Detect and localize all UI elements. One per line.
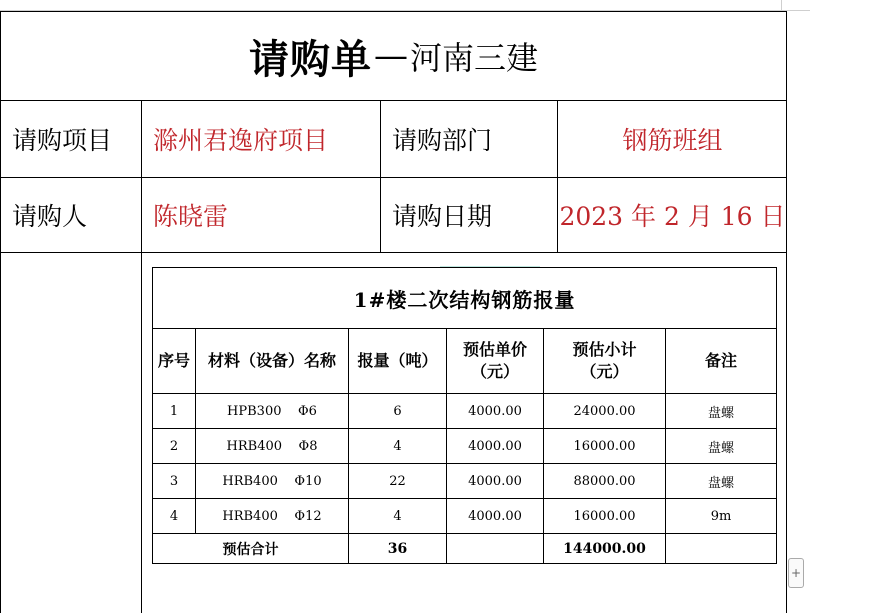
row-quantity: 22 bbox=[349, 464, 447, 499]
row-unit-price: 4000.00 bbox=[447, 499, 544, 534]
row-note: 盘螺 bbox=[666, 429, 777, 464]
date-label: 请购日期 bbox=[381, 177, 558, 252]
header-index: 序号 bbox=[153, 329, 196, 394]
total-unit-price-empty bbox=[447, 534, 544, 564]
title-dash: — bbox=[373, 36, 408, 76]
header-subtotal-line1: 预估小计 bbox=[572, 340, 637, 359]
row-quantity: 4 bbox=[349, 429, 447, 464]
form-title-row bbox=[0, 11, 787, 101]
header-subtotal-line2: （元） bbox=[580, 362, 629, 381]
header-material: 材料（设备）名称 bbox=[196, 329, 349, 394]
page-guide-mark bbox=[781, 0, 782, 10]
total-label: 预估合计 bbox=[153, 534, 349, 564]
row-subtotal: 24000.00 bbox=[544, 394, 666, 429]
quote-table-header bbox=[153, 329, 777, 394]
department-label: 请购部门 bbox=[381, 100, 558, 177]
row-note: 9m bbox=[666, 499, 777, 534]
material-grade: HRB400 bbox=[222, 508, 278, 524]
row-index: 2 bbox=[153, 429, 196, 464]
header-quantity: 报量（吨） bbox=[349, 329, 447, 394]
department-value[interactable]: 钢筋班组 bbox=[622, 125, 723, 155]
material-spec: Φ8 bbox=[298, 438, 318, 454]
header-unit-price-line1: 预估单价 bbox=[462, 340, 527, 359]
form-title: 请购单 bbox=[248, 35, 372, 83]
total-row bbox=[153, 534, 777, 564]
material-spec: Φ12 bbox=[294, 508, 322, 524]
row-quantity: 4 bbox=[349, 499, 447, 534]
requester-value[interactable]: 陈晓雷 bbox=[142, 177, 381, 252]
material-spec: Φ10 bbox=[294, 473, 322, 489]
table-row bbox=[153, 394, 777, 429]
row-subtotal: 88000.00 bbox=[544, 464, 666, 499]
lower-column-divider bbox=[141, 252, 142, 613]
header-note: 备注 bbox=[666, 329, 777, 394]
header-subtotal bbox=[544, 329, 666, 394]
total-subtotal: 144000.00 bbox=[544, 534, 666, 564]
row-material bbox=[196, 429, 349, 464]
material-spec: Φ6 bbox=[298, 403, 317, 419]
quote-table-caption: 1#楼二次结构钢筋报量 bbox=[153, 268, 777, 329]
row-index: 1 bbox=[153, 394, 196, 429]
total-quantity: 36 bbox=[349, 534, 447, 564]
row-subtotal: 16000.00 bbox=[544, 499, 666, 534]
requester-label: 请购人 bbox=[0, 177, 142, 252]
row-unit-price: 4000.00 bbox=[447, 429, 544, 464]
table-row bbox=[153, 499, 777, 534]
company-name: 河南三建 bbox=[409, 39, 538, 77]
row-index: 3 bbox=[153, 464, 196, 499]
row-unit-price: 4000.00 bbox=[447, 464, 544, 499]
expand-button[interactable]: + bbox=[788, 558, 804, 588]
total-note-empty bbox=[666, 534, 777, 564]
header-unit-price-line2: （元） bbox=[470, 362, 519, 381]
row-index: 4 bbox=[153, 499, 196, 534]
form-row-requester bbox=[0, 177, 787, 253]
header-unit-price bbox=[447, 329, 544, 394]
row-material bbox=[196, 394, 349, 429]
row-note: 盘螺 bbox=[666, 464, 777, 499]
material-grade: HRB400 bbox=[222, 473, 278, 489]
row-subtotal: 16000.00 bbox=[544, 429, 666, 464]
row-material bbox=[196, 464, 349, 499]
quote-table[interactable] bbox=[152, 267, 777, 564]
project-value[interactable]: 滁州君逸府项目 bbox=[142, 100, 381, 177]
form-row-project bbox=[0, 100, 787, 178]
row-quantity: 6 bbox=[349, 394, 447, 429]
material-grade: HPB300 bbox=[227, 403, 282, 419]
row-material bbox=[196, 499, 349, 534]
row-note: 盘螺 bbox=[666, 394, 777, 429]
row-unit-price: 4000.00 bbox=[447, 394, 544, 429]
table-row bbox=[153, 464, 777, 499]
table-row bbox=[153, 429, 777, 464]
material-grade: HRB400 bbox=[226, 438, 283, 454]
project-label: 请购项目 bbox=[0, 100, 142, 177]
date-value[interactable]: 2023 年 2 月 16 日 bbox=[559, 201, 786, 231]
